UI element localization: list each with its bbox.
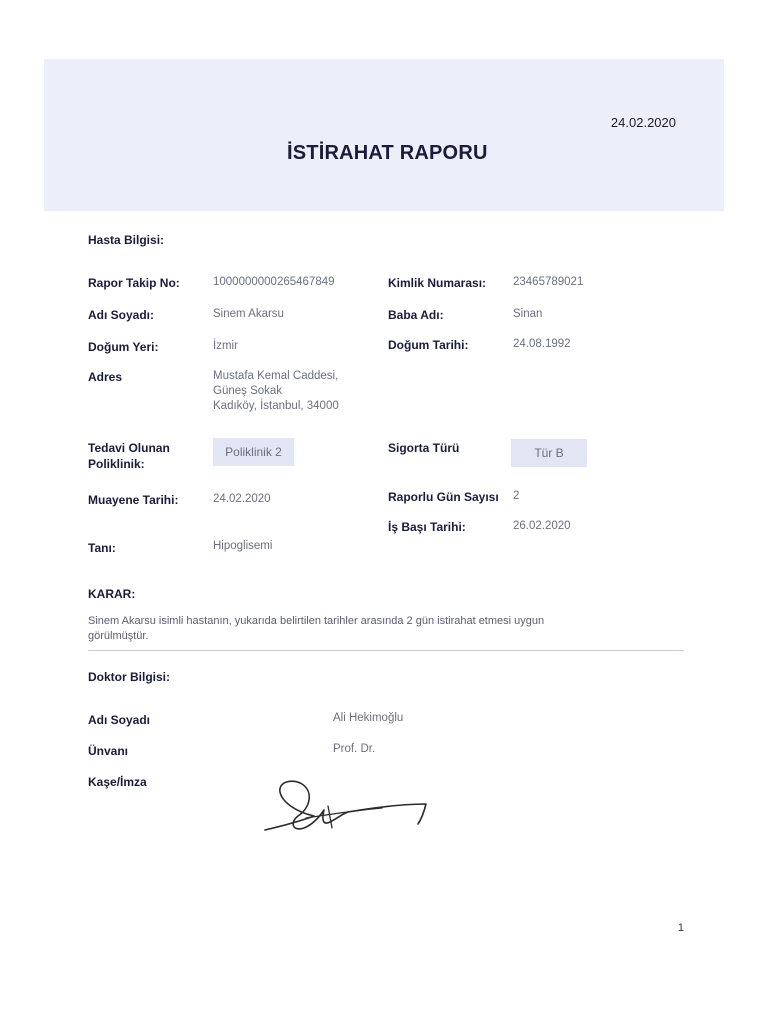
birthdate-value: 24.08.1992 xyxy=(513,338,571,350)
doctor-title-label: Ünvanı xyxy=(88,744,129,758)
address-label: Adres xyxy=(88,370,123,384)
doctor-signature xyxy=(262,776,432,840)
birthplace-value: İzmir xyxy=(213,340,238,352)
address-line-2: Güneş Sokak xyxy=(213,385,283,397)
father-name-label: Baba Adı: xyxy=(388,308,444,322)
insurance-label: Sigorta Türü xyxy=(388,441,460,455)
insurance-chip: Tür B xyxy=(511,439,587,467)
diagnosis-value: Hipoglisemi xyxy=(213,540,273,552)
clinic-label-line-1: Tedavi Olunan xyxy=(88,441,170,455)
section-divider xyxy=(88,650,684,651)
report-no-value: 1000000000265467849 xyxy=(213,276,335,288)
doctor-name-value: Ali Hekimoğlu xyxy=(333,712,404,724)
clinic-label-line-2: Poliklinik: xyxy=(88,457,145,471)
address-line-3: Kadıköy, İstanbul, 34000 xyxy=(213,400,339,412)
patient-name-label: Adı Soyadı: xyxy=(88,308,155,322)
doctor-name-label: Adı Soyadı xyxy=(88,713,151,727)
header-band xyxy=(44,59,724,211)
decision-text xyxy=(88,614,648,644)
id-number-value: 23465789021 xyxy=(513,276,584,288)
patient-name-value: Sinem Akarsu xyxy=(213,308,284,320)
report-days-label: Raporlu Gün Sayısı xyxy=(388,490,499,504)
patient-section-title: Hasta Bilgisi: xyxy=(88,233,165,247)
decision-section-title: KARAR: xyxy=(88,587,136,601)
address-line-1: Mustafa Kemal Caddesi, xyxy=(213,370,339,382)
birthplace-label: Doğum Yeri: xyxy=(88,340,159,354)
clinic-chip: Poliklinik 2 xyxy=(213,438,294,466)
stamp-signature-label: Kaşe/İmza xyxy=(88,775,147,789)
return-date-value: 26.02.2020 xyxy=(513,520,571,532)
return-date-label: İş Başı Tarihi: xyxy=(388,520,466,534)
doctor-section-title: Doktor Bilgisi: xyxy=(88,670,171,684)
report-date: 24.02.2020 xyxy=(610,115,676,130)
report-no-label: Rapor Takip No: xyxy=(88,276,180,290)
birthdate-label: Doğum Tarihi: xyxy=(388,338,469,352)
document-title: İSTİRAHAT RAPORU xyxy=(287,142,488,164)
id-number-label: Kimlik Numarası: xyxy=(388,276,487,290)
doctor-title-value: Prof. Dr. xyxy=(333,743,376,755)
father-name-value: Sinan xyxy=(513,308,543,320)
diagnosis-label: Tanı: xyxy=(88,541,116,555)
exam-date-label: Muayene Tarihi: xyxy=(88,493,179,507)
decision-text-line-2: görülmüştür. xyxy=(88,630,149,642)
report-days-value: 2 xyxy=(513,490,520,502)
exam-date-value: 24.02.2020 xyxy=(213,493,271,505)
decision-text-line-1: Sinem Akarsu isimli hastanın, yukarıda belirtilen tarihler arasında 2 gün istirahat etmesi uygun xyxy=(88,615,545,627)
page-number: 1 xyxy=(677,922,684,934)
